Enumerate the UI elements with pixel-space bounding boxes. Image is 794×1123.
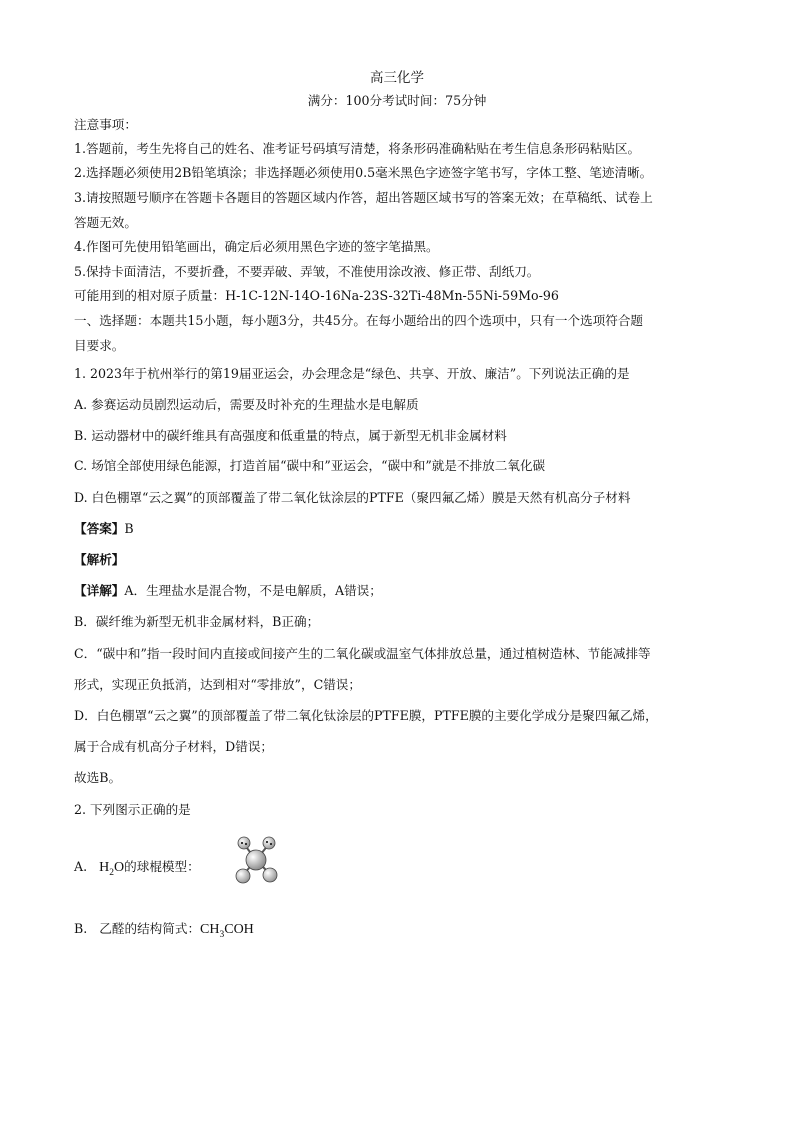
question-1-option-d: D. 白色棚罩“云之翼”的顶部覆盖了带二氧化钛涂层的PTFE（聚四氟乙烯）膜是天然有机高分子材料 [74, 490, 631, 505]
notice-item: 3.请按照题号顺序在答题卡各题目的答题区域内作答，超出答题区域书写的答案无效；在草稿纸、试卷上 [74, 190, 653, 205]
notice-item: 4.作图可先使用铅笔画出，确定后必须用黑色字迹的签字笔描黑。 [74, 239, 439, 254]
notice-item: 1.答题前，考生先将自己的姓名、准考证号码填写清楚，将条形码准确粘贴在考生信息条形码粘贴区。 [74, 141, 641, 156]
page-title: 高三化学 [370, 70, 424, 86]
detail-line: 形式，实现正负抵消，达到相对“零排放”，C错误； [74, 677, 361, 692]
detail-line: C．“碳中和”指一段时间内直接或间接产生的二氧化碳或温室气体排放总量，通过植树造林、节能减排等 [74, 646, 651, 661]
water-formula: $H_2O$ [99, 860, 125, 878]
detail-label: 【详解】 [74, 583, 125, 598]
detail-line: 属于合成有机高分子材料，D错误； [74, 739, 274, 754]
detail-line: 故选B。 [74, 770, 122, 785]
exam-info: 满分：100分考试时间：75分钟 [307, 93, 487, 108]
question-2-option-b: B. 乙醛的结构简式：$CH_3COH$ [74, 921, 254, 940]
question-1-option-b: B. 运动器材中的碳纤维具有高强度和低重量的特点，属于新型无机非金属材料 [74, 428, 507, 443]
notice-item: 5.保持卡面清洁，不要折叠，不要弄破、弄皱，不准使用涂改液、修正带、刮纸刀。 [74, 264, 540, 279]
section-heading-cont: 目要求。 [74, 338, 125, 353]
ball-stick-model-icon [232, 834, 282, 884]
question-1-option-a: A. 参赛运动员剧烈运动后，需要及时补充的生理盐水是电解质 [74, 397, 419, 412]
analysis-label: 【解析】 [74, 552, 125, 567]
detail-line [74, 582, 382, 600]
question-2-stem: 2. 下列图示正确的是 [74, 802, 191, 817]
answer-line [74, 520, 134, 538]
question-1-option-c: C. 场馆全部使用绿色能源，打造首届“碳中和”亚运会，“碳中和”就是不排放二氧化碳 [74, 458, 546, 473]
notice-item: 答题无效。 [74, 215, 137, 230]
atomic-mass-line: 可能用到的相对原子质量：H-1C-12N-14O-16Na-23S-32Ti-48Mn-55Ni-59Mo-96 [74, 288, 559, 303]
notice-item: 2.选择题必须使用2B铅笔填涂；非选择题必须使用0.5毫米黑色字迹签字笔书写，字体工整、笔迹清晰。 [74, 165, 653, 180]
question-2-option-a: A. $H_2O$的球棍模型： [74, 859, 200, 878]
notice-heading: 注意事项： [74, 117, 137, 132]
detail-text: A．生理盐水是混合物，不是电解质，A错误； [124, 583, 382, 598]
section-heading: 一、选择题：本题共15小题，每小题3分，共45分。在每小题给出的四个选项中，只有一个选项符合题 [74, 313, 644, 328]
question-1-stem: 1. 2023年于杭州举行的第19届亚运会，办会理念是“绿色、共享、开放、廉洁”。下列说法正确的是 [74, 366, 630, 381]
answer-value: B [124, 521, 134, 536]
detail-line: B．碳纤维为新型无机非金属材料，B正确； [74, 614, 320, 629]
answer-label: 【答案】 [74, 521, 125, 536]
detail-line: D．白色棚罩“云之翼”的顶部覆盖了带二氧化钛涂层的PTFE膜，PTFE膜的主要化学成分是聚四氟乙烯， [74, 708, 658, 723]
acetaldehyde-formula: $CH_3COH$ [200, 922, 254, 940]
